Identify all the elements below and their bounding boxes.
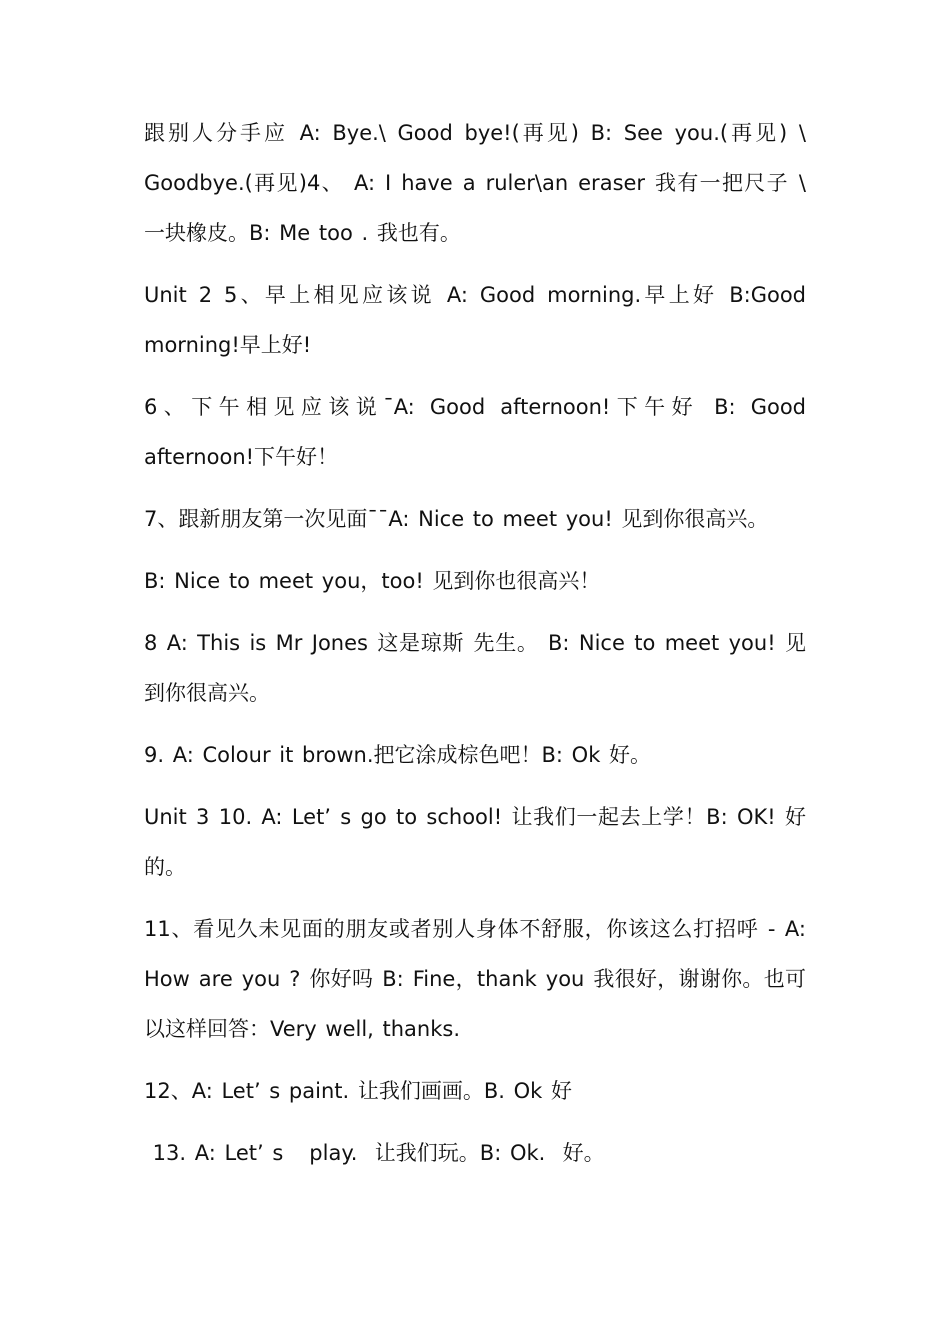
paragraph-nice-to-meet-you-too: B: Nice to meet you，too! 见到你也很高兴！	[144, 569, 601, 593]
paragraph-farewell: 跟别人分手应 A: Bye.\ Good bye!(再见) B: See you.(再见) \ Goodbye.(再见)4、 A: I have a ruler\an eraser 我有一把尺子 \ 一块橡皮。B: Me too . 我也有。	[144, 121, 806, 245]
paragraph-paint: 12、A: Let’ s paint. 让我们画画。B. Ok 好	[144, 1079, 572, 1103]
paragraph-good-morning: Unit 2 5、早上相见应该说 A: Good morning.早上好 B:Good morning!早上好!	[144, 283, 806, 357]
document-page	[144, 108, 806, 1190]
paragraph-mr-jones: 8 A: This is Mr Jones 这是琼斯 先生。 B: Nice to meet you! 见到你很高兴。	[144, 631, 806, 705]
paragraph-nice-to-meet-you: 7、跟新朋友第一次见面¯¯A: Nice to meet you! 见到你很高兴。	[144, 507, 769, 531]
paragraph-good-afternoon: 6、下午相见应该说¯A: Good afternoon!下午好 B: Good afternoon!下午好！	[144, 395, 806, 469]
paragraph-how-are-you: 11、看见久未见面的朋友或者别人身体不舒服，你该这么打招呼 - A: How are you ? 你好吗 B: Fine，thank you 我很好，谢谢你。也可以这样回答：Very well, thanks.	[144, 917, 806, 1041]
paragraph-go-to-school: Unit 3 10. A: Let’ s go to school! 让我们一起去上学！B: OK! 好的。	[144, 805, 807, 879]
paragraph-colour-brown: 9. A: Colour it brown.把它涂成棕色吧！B: Ok 好。	[144, 743, 652, 767]
paragraph-play: 13. A: Let’ s play. 让我们玩。B: Ok. 好。	[144, 1141, 605, 1165]
